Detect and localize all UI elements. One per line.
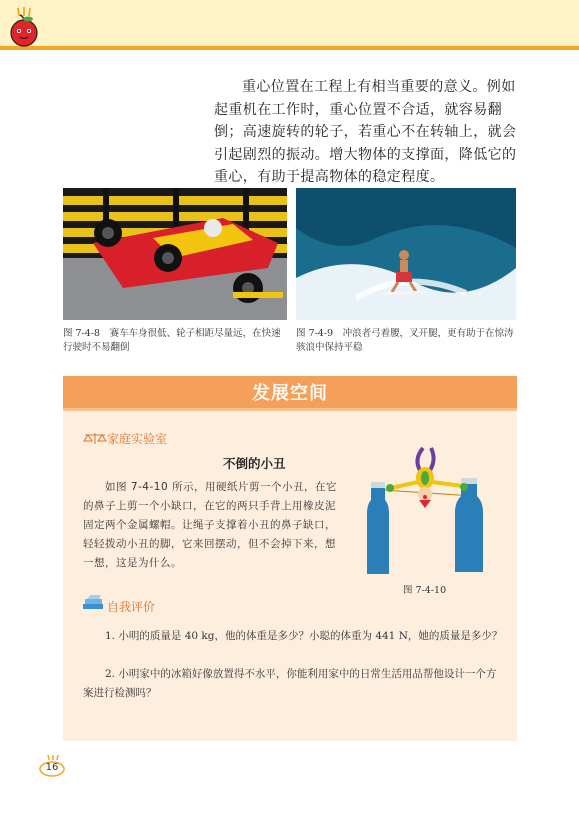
self-assessment-label: 自我评价: [107, 600, 156, 614]
scales-icon: [83, 432, 107, 445]
assessment-question: 1. 小明的质量是 40 kg，他的体重是多少？小聪的体重为 441 N，她的质量是多少？: [105, 630, 503, 642]
page-header: [0, 0, 579, 46]
self-assessment-heading: [107, 598, 155, 615]
figure-caption: 图 7-4-10: [403, 585, 447, 596]
books-icon: [81, 594, 105, 612]
header-divider: [0, 46, 579, 50]
page-number: 16: [45, 762, 59, 773]
experiment-text: 如图 7-4-10 所示，用硬纸片剪一个小丑，在它的鼻子上剪一个小缺口，在它的两只手背上用橡皮泥固定两个金属螺帽。让绳子支撑着小丑的鼻子缺口，轻轻拨动小丑的脚，它来回摆动，但不会掉下来，想一想，这是为什么。: [83, 481, 337, 569]
intro-paragraph: 重心位置在工程上有相当重要的意义。例如起重机在工作时，重心位置不合适，就容易翻倒；高速旋转的轮子，若重心不在转轴上，就会引起剧烈的振动。增大物体的支撑面，降低它的重心，有助于提高物体的稳定程度。: [214, 79, 517, 185]
race-car-photo: [63, 188, 287, 320]
home-lab-label: 家庭实验室: [107, 432, 168, 446]
development-section: [63, 376, 517, 741]
figure-caption: 图 7-4-8 赛车车身很低、轮子相距尽量远，在快速行驶时不易翻倒: [63, 328, 281, 353]
home-lab-heading: [83, 430, 167, 447]
figure-caption: 图 7-4-9 冲浪者弓着腰，叉开腿，更有助于在惊涛骇浪中保持平稳: [296, 328, 514, 353]
section-title-underline: [63, 408, 517, 411]
assessment-question: 2. 小明家中的冰箱好像放置得不水平，你能利用家中的日常生活用品帮他设计一个方案进行检测吗？: [83, 668, 497, 699]
section-title: 发展空间: [252, 383, 328, 404]
clown-bottles-illustration: [363, 442, 493, 582]
experiment-title: 不倒的小丑: [223, 456, 286, 471]
apple-icon: [6, 6, 46, 48]
surfer-photo: [296, 188, 516, 320]
